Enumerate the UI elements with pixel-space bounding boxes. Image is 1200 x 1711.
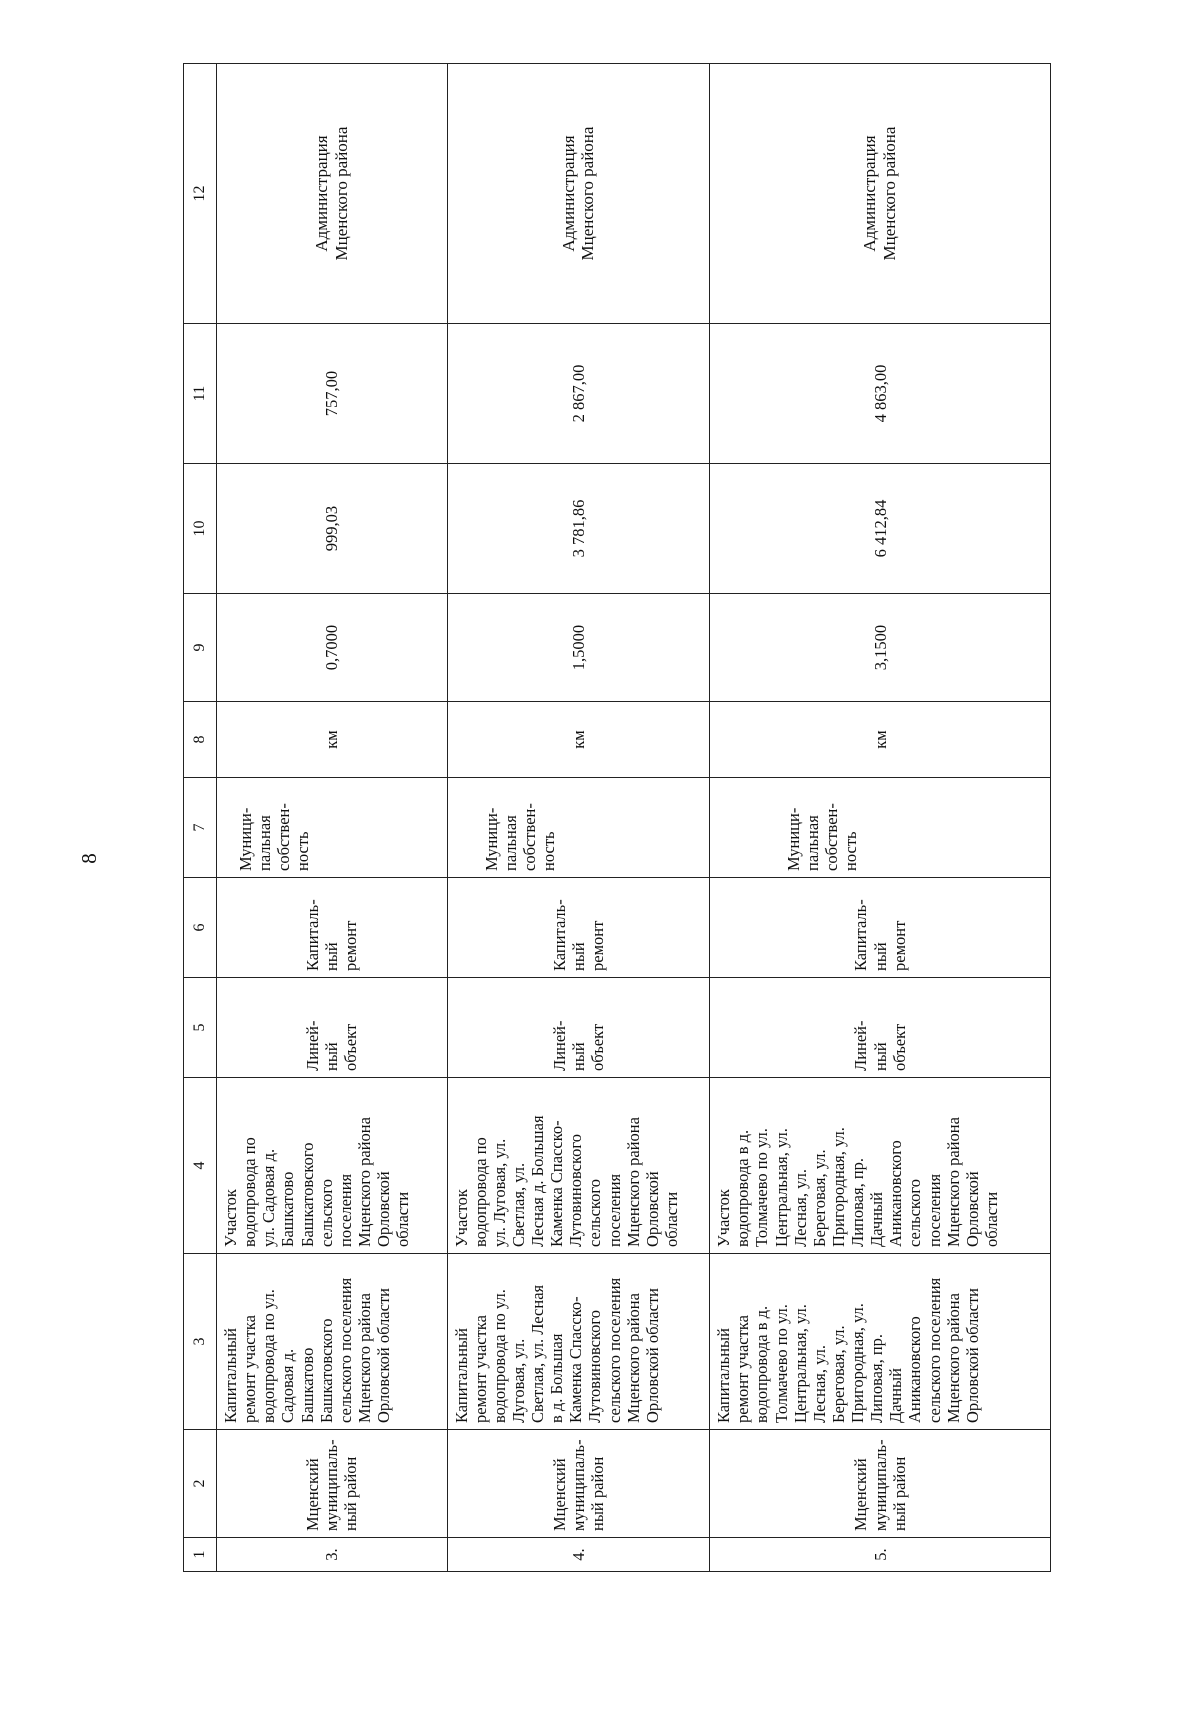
customer-cell: Администрация Мценского района <box>217 64 448 324</box>
unit-cell: км <box>217 702 448 778</box>
col-header: 7 <box>184 778 217 878</box>
event-cell: Капитальный ремонт участка водопровода по ул. Луговая, ул. Светлая, ул. Лесная в д. Большая Каменка Спасско- Лутовиновского сельского поселения Мценского района Орловской области <box>447 1254 710 1430</box>
unit-cell: км <box>710 702 1051 778</box>
unit-cell: км <box>447 702 710 778</box>
work-type-cell: Капиталь- ный ремонт <box>447 878 710 978</box>
object-type-cell: Линей- ный объект <box>710 978 1051 1078</box>
capacity-cell: 3,1500 <box>710 594 1051 702</box>
data-table <box>183 63 1051 1572</box>
table-row <box>447 64 710 1572</box>
object-cell: Участок водопровода по ул. Садовая д. Башкатово Башкатовского сельского поселения Мценского района Орловской области <box>217 1078 448 1254</box>
table-row <box>217 64 448 1572</box>
cost-year-cell: 4 863,00 <box>710 324 1051 464</box>
municipality-cell: Мценский муниципаль- ный район <box>217 1430 448 1538</box>
work-type-cell: Капиталь- ный ремонт <box>217 878 448 978</box>
capacity-cell: 0,7000 <box>217 594 448 702</box>
row-number: 5. <box>710 1538 1051 1572</box>
ownership-cell <box>447 778 710 878</box>
object-cell: Участок водопровода в д. Толмачево по ул. Центральная, ул. Лесная, ул. Береговая, ул. Пригородная, ул. Липовая, пр. Дачный Аникановского сельского поселения Мценского района Орловской области <box>710 1078 1051 1254</box>
capacity-cell: 1,5000 <box>447 594 710 702</box>
col-header: 12 <box>184 64 217 324</box>
object-type-cell: Линей- ный объект <box>217 978 448 1078</box>
col-header: 5 <box>184 978 217 1078</box>
row-number: 4. <box>447 1538 710 1572</box>
row-number: 3. <box>217 1538 448 1572</box>
work-type-cell: Капиталь- ный ремонт <box>710 878 1051 978</box>
col-header: 6 <box>184 878 217 978</box>
col-header: 1 <box>184 1538 217 1572</box>
table-row <box>710 64 1051 1572</box>
page-number: 8 <box>76 853 101 864</box>
rotated-table-container <box>183 64 1051 1572</box>
col-header: 9 <box>184 594 217 702</box>
header-row <box>184 64 217 1572</box>
ownership-text: Муници- пальная собствен- ность <box>235 803 312 871</box>
municipality-cell: Мценский муниципаль- ный район <box>710 1430 1051 1538</box>
cost-year-cell: 2 867,00 <box>447 324 710 464</box>
event-cell: Капитальный ремонт участка водопровода в д. Толмачево по ул. Центральная, ул. Лесная, ул. Береговая, ул. Пригородная, ул. Липовая, пр. Дачный Аникановского сельского поселения Мценского района Орловской области <box>710 1254 1051 1430</box>
cost-year-cell: 757,00 <box>217 324 448 464</box>
cost-total-cell: 3 781,86 <box>447 464 710 594</box>
ownership-text: Муници- пальная собствен- ность <box>783 803 861 871</box>
customer-cell: Администрация Мценского района <box>447 64 710 324</box>
municipality-cell: Мценский муниципаль- ный район <box>447 1430 710 1538</box>
ownership-text: Муници- пальная собствен- ность <box>482 803 559 871</box>
customer-cell: Администрация Мценского района <box>710 64 1051 324</box>
event-cell: Капитальный ремонт участка водопровода по ул. Садовая д. Башкатово Башкатовского сельского поселения Мценского района Орловской области <box>217 1254 448 1430</box>
ownership-cell <box>217 778 448 878</box>
col-header: 4 <box>184 1078 217 1254</box>
col-header: 11 <box>184 324 217 464</box>
col-header: 10 <box>184 464 217 594</box>
ownership-cell <box>710 778 1051 878</box>
cost-total-cell: 999,03 <box>217 464 448 594</box>
object-type-cell: Линей- ный объект <box>447 978 710 1078</box>
cost-total-cell: 6 412,84 <box>710 464 1051 594</box>
object-cell: Участок водопровода по ул. Луговая, ул. Светлая, ул. Лесная д. Большая Каменка Спасско- Лутовиновского сельского поселения Мценского района Орловской области <box>447 1078 710 1254</box>
col-header: 3 <box>184 1254 217 1430</box>
col-header: 2 <box>184 1430 217 1538</box>
col-header: 8 <box>184 702 217 778</box>
